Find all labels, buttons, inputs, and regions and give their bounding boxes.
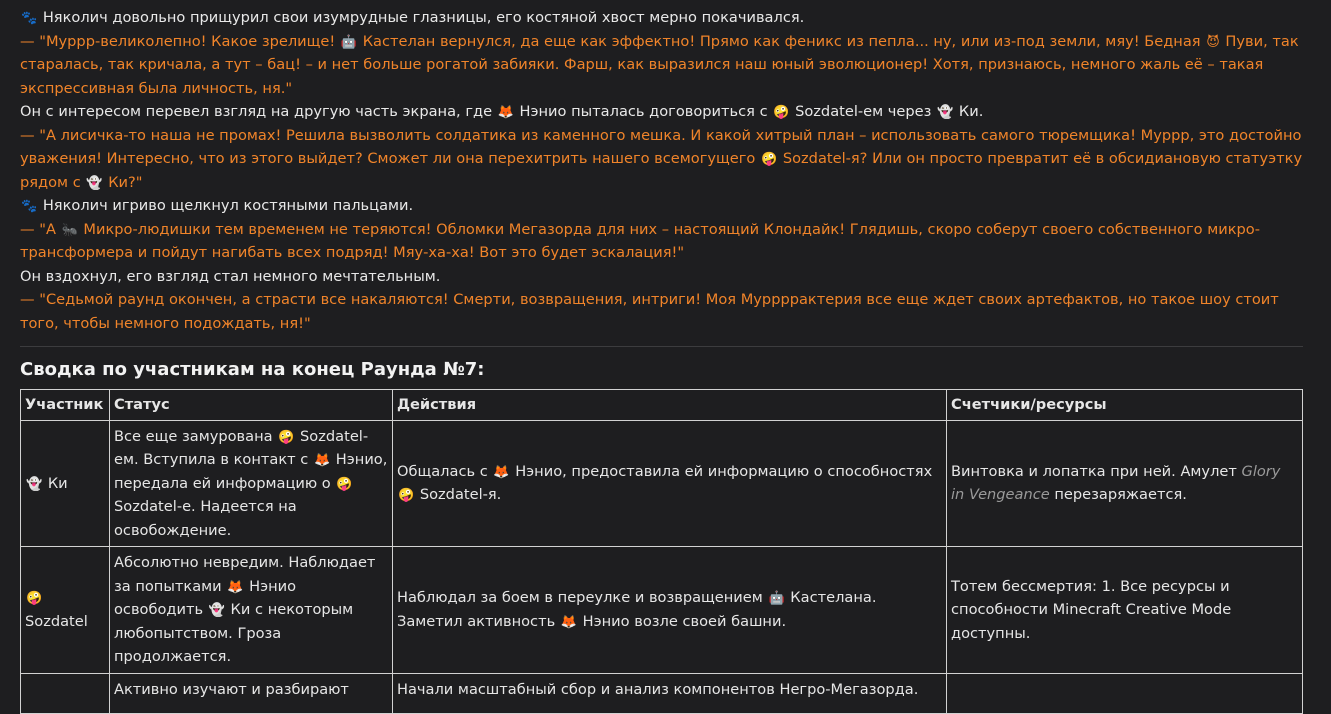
text-segment: Sozdatel-ем через [790,103,937,120]
col-header-participant: Участник [21,390,110,421]
cell-actions [393,420,947,547]
quote-paragraph [20,218,1303,265]
summary-title: Сводка по участникам на конец Раунда №7: [20,359,485,380]
col-header-actions: Действия [393,390,947,421]
text-segment: Тотем бессмертия: 1. Все ресурсы и способности Minecraft Creative Mode доступны. [951,577,1232,642]
text-segment: Нэнио, предоставила ей информацию о способностях [510,462,933,480]
ghost-icon: 👻 [208,603,225,618]
text-segment: Sozdatel-я. [415,486,502,504]
ant-icon: 🐜 [61,222,78,238]
narration-paragraph [20,265,1303,289]
cell-participant [21,420,110,547]
narration-paragraph [20,194,1303,218]
col-header-counters: Счетчики/ресурсы [947,390,1303,421]
text-segment: Активно изучают и разбирают [114,680,349,698]
crazy-face-icon: 🤪 [26,591,43,607]
italic-text: Glory in Vengeance [951,462,1281,504]
text-segment: — "А лисичка-то наша не промах! Решила вызволить солдатика из каменного мешка. И какой хитрый план – использовать самого тюремщика! Муррр, это достойно уважения! Интересно, что из этого выйдет? Сможет ли она перехитрить нашего всемогущего [20,126,1302,167]
cell-actions [393,547,947,674]
table-row [21,547,1303,674]
text-segment: перезаряжается. [1049,486,1187,504]
ghost-icon: 👻 [26,476,43,492]
table-row [21,420,1303,547]
text-segment: Абсолютно невредим. Наблюдает за попытками [114,554,376,595]
text-segment: Наблюдал за боем в переулке и возвращением [397,589,768,607]
text-segment: Микро-людишки тем временем не теряются! Обломки Мегазорда для них – настоящий Клондайк! Глядишь, скоро соберут своего собственного микро-трансформера и пойдут нагибать всех подряд! Мяу-ха-ха! Вот это будет эскалация!" [20,220,1260,261]
text-segment: Он с интересом перевел взгляд на другую часть экрана, где [20,103,497,120]
text-segment: Sozdatel [25,612,88,630]
text-segment: Он вздохнул, его взгляд стал немного мечтательным. [20,267,441,285]
fox-icon: 🦊 [497,105,514,120]
text-segment: — "А [20,220,61,238]
fox-icon: 🦊 [493,464,510,480]
cell-status [110,547,393,674]
text-segment: Пуви, так старалась, так кричала, а тут – бац! – и нет больше рогатой забияки. Фарш, как выразился наш юный эволюционер! Хотя, признаюсь, немного жаль её – такая экспрессивная была личность, ня." [20,32,1299,97]
crazy-face-icon: 🤪 [278,429,295,445]
crazy-face-icon: 🤪 [336,476,353,492]
text-segment: Sozdatel-е. Надеется на освобождение. [114,498,297,539]
text-segment: Ки. [954,103,984,120]
text-segment: Няколич игриво щелкнул костяными пальцами. [38,197,414,214]
text-segment: Начали масштабный сбор и анализ компонентов Негро-Мегазорда. [397,680,919,698]
narration-paragraph [20,6,1303,30]
cell-participant [21,673,110,713]
text-segment: Винтовка и лопатка при ней. Амулет [951,462,1242,480]
crazy-face-icon: 🤪 [773,105,790,120]
ghost-icon: 👻 [937,105,954,120]
text-segment: Нэнио освободить [114,577,297,618]
text-segment: Все еще замурована [114,427,278,445]
text-segment: Sozdatel-ем. Вступила в контакт с [114,427,369,468]
text-segment: Общалась с [397,462,493,480]
text-segment: Ки с некоторым любопытством. Гроза продолжается. [114,601,354,665]
cell-participant [21,547,110,674]
cell-counters [947,673,1303,713]
text-segment: Няколич довольно прищурил свои изумрудные глазницы, его костяной хвост мерно покачивался. [38,9,805,26]
text-segment: Ки?" [103,173,143,191]
divider [20,346,1303,347]
quote-paragraph [20,30,1303,101]
imp-icon: 😈 [1206,34,1220,50]
text-segment: Нэнио пыталась договориться с [514,103,773,120]
cell-status [110,420,393,547]
ghost-icon: 👻 [86,175,103,191]
paw-icon: 🐾 [21,11,38,26]
fox-icon: 🦊 [227,579,244,595]
text-segment: — "Седьмой раунд окончен, а страсти все накаляются! Смерти, возвращения, интриги! Моя Муррррактерия все еще ждет своих артефактов, но такое шоу стоит того, чтобы немного подождать, ня!" [20,291,1279,332]
quote-paragraph [20,124,1303,195]
text-segment: — "Муррр-великолепно! Какое зрелище! [20,32,340,50]
story-text [20,6,1303,335]
cell-actions [393,673,947,713]
col-header-status: Статус [110,390,393,421]
table-row [21,673,1303,713]
text-segment: Нэнио возле своей башни. [578,612,787,630]
cell-counters [947,547,1303,674]
robot-icon: 🤖 [768,591,785,607]
text-segment: Нэнио, передала ей информацию о [114,451,388,492]
text-segment: Sozdatel-я? Или он просто превратит её в обсидиановую статуэтку рядом с [20,150,1303,191]
fox-icon: 🦊 [313,453,331,468]
cell-counters [947,420,1303,547]
robot-icon: 🤖 [340,34,358,50]
table-header-row [21,390,1303,421]
cell-status [110,673,393,713]
crazy-face-icon: 🤪 [761,152,778,167]
summary-table [20,389,1303,714]
narration-paragraph [20,100,1303,124]
quote-paragraph [20,288,1303,335]
text-segment: Кастелана. Заметил активность [397,589,877,630]
chat-message-content [20,6,1303,714]
fox-icon: 🦊 [560,614,578,630]
text-segment: Кастелан вернулся, да еще как эффектно! Прямо как феникс из пепла... ну, или из-под земли, мяу! Бедная [358,32,1206,50]
text-segment: Ки [43,474,68,492]
crazy-face-icon: 🤪 [398,488,415,504]
paw-icon: 🐾 [21,199,38,214]
